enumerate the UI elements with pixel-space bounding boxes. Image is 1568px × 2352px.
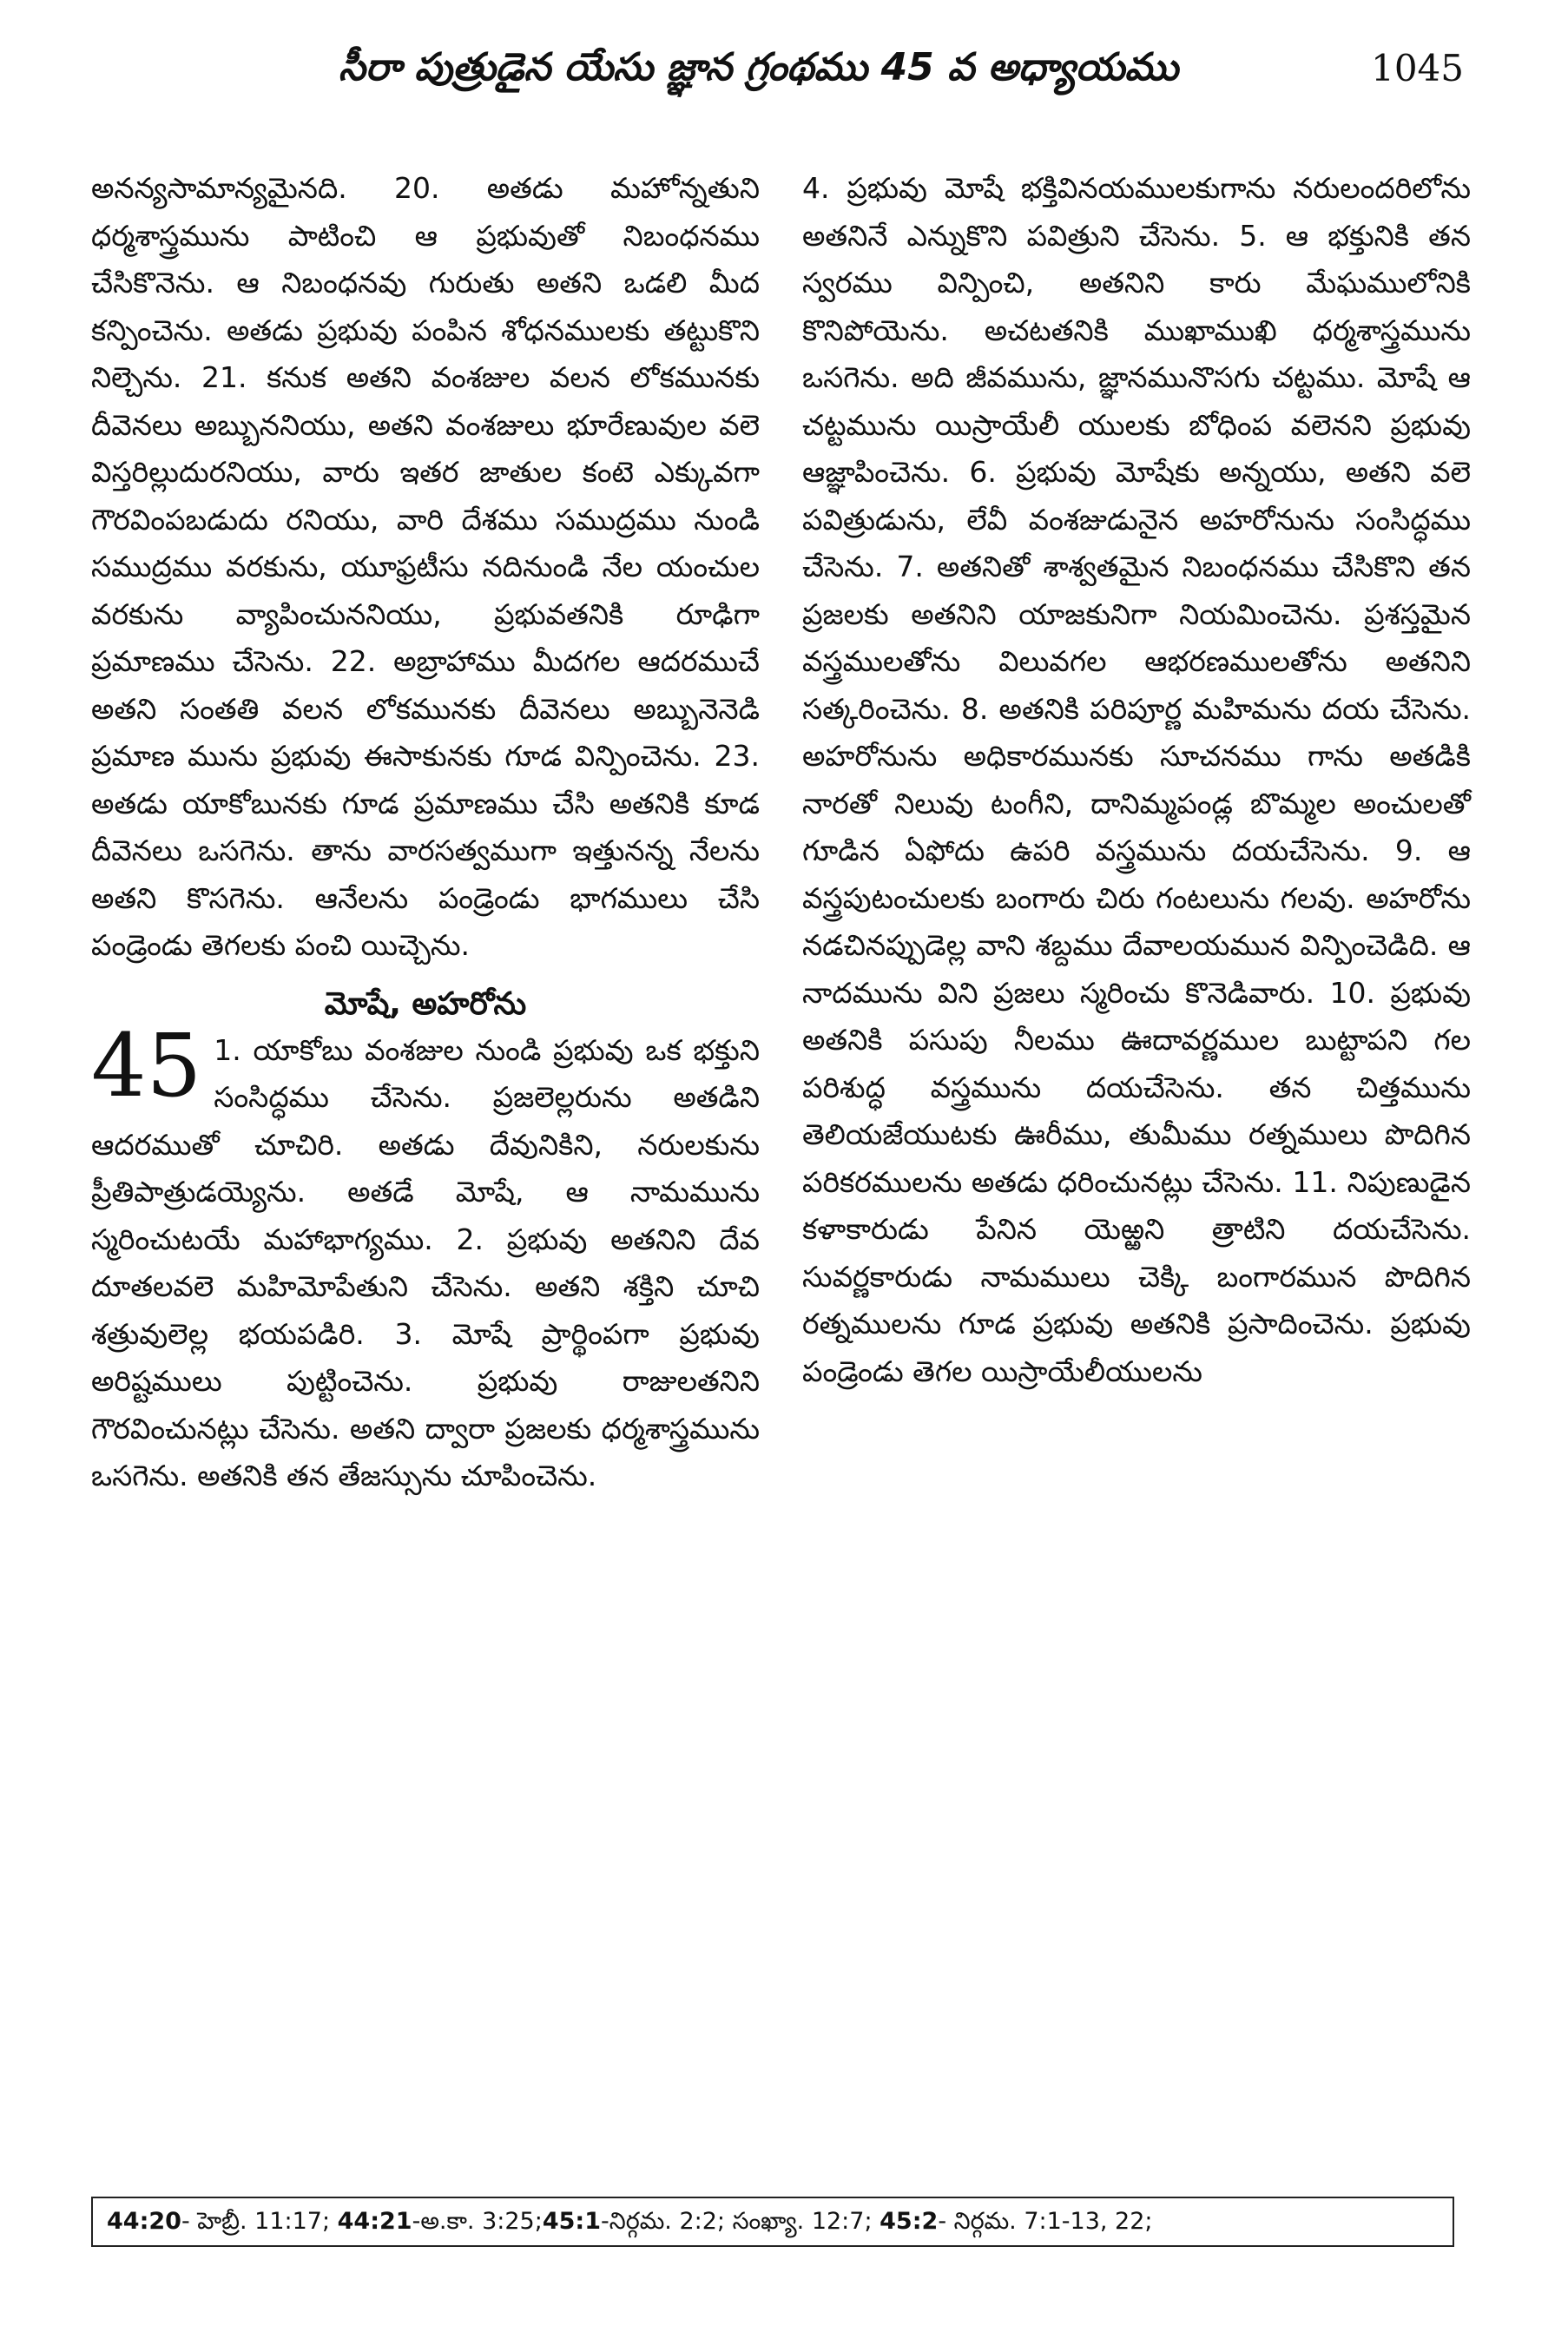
left-column xyxy=(91,165,760,1500)
footnote-ref: 45:2 xyxy=(880,2208,939,2235)
paragraph: 4. ప్రభువు మోషే భక్తివినయములకుగాను నరులందరిలోను అతనినే ఎన్నుకొని పవిత్రుని చేసెను. 5. ఆ భక్తునికి తన స్వరము విన్పించి, అతనిని కారు మేఘములోనికి కొనిపోయెను. అచటతనికి ముఖాముఖి ధర్మశాస్త్రమును ఒసగెను. అది జీవమును, జ్ఞానమునొసగు చట్టము. మోషే ఆ చట్టమును యిస్రాయేలీ యులకు బోధింప వలెనని ప్రభువు ఆజ్ఞాపించెను. 6. ప్రభువు మోషేకు అన్నయు, అతని వలె పవిత్రుడును, లేవీ వంశజుడునైన అహరోనును సంసిద్ధము చేసెను. 7. అతనితో శాశ్వతమైన నిబంధనము చేసికొని తన ప్రజలకు అతనిని యాజకునిగా నియమించెను. ప్రశస్తమైన వస్త్రములతోను విలువగల ఆభరణములతోను అతనిని సత్కరించెను. 8. అతనికి పరిపూర్ణ మహిమను దయ చేసెను. అహరోనును అధికారమునకు సూచనము గాను అతడికి నారతో నిలువు టంగీని, దానిమ్మపండ్ల బొమ్మల అంచులతో గూడిన ఏఫోదు ఉపరి వస్త్రమును దయచేసెను. 9. ఆ వస్త్రపుటంచులకు బంగారు చిరు గంటలును గలవు. అహరోను నడచినప్పుడెల్ల వాని శబ్దము దేవాలయమున విన్పించెడిది. ఆ నాదమును విని ప్రజలు స్మరించు కొనెడివారు. 10. ప్రభువు అతనికి పసుపు నీలము ఊదావర్ణముల బుట్టాపని గల పరిశుద్ధ వస్త్రమును దయచేసెను. తన చిత్తమును తెలియజేయుటకు ఊరీము, తుమీము రత్నములు పొదిగిన పరికరములను అతడు ధరించునట్లు చేసెను. 11. నిపుణుడైన కళాకారుడు పేనిన యెఱ్ఱని త్రాటిని దయచేసెను. సువర్ణకారుడు నామములు చెక్కి బంగారమున పొదిగిన రత్నములను గూడ ప్రభువు అతనికి ప్రసాదించెను. ప్రభువు పండ్రెండు తెగల యిస్రాయేలీయులను xyxy=(802,171,1471,1388)
running-title: సీరా పుత్రుడైన యేసు జ్ఞాన గ్రంథము 45 వ అధ్యాయము xyxy=(339,45,1179,89)
section-heading: మోషే, అహరోను xyxy=(324,985,527,1022)
footnote-text: -నిర్గమ. 2:2; సంఖ్యా. 12:7; xyxy=(601,2208,880,2235)
footnote-ref: 44:20 xyxy=(107,2208,181,2235)
footnote-text: - హెబ్రీ. 11:17; xyxy=(181,2208,338,2235)
paragraph: అనన్యసామాన్యమైనది. 20. అతడు మహోన్నతుని ధర్మశాస్త్రమును పాటించి ఆ ప్రభువుతో నిబంధనము చేసికొనెను. ఆ నిబంధనవు గురుతు అతని ఒడలి మీద కన్పించెను. అతడు ప్రభువు పంపిన శోధనములకు తట్టుకొని నిల్చెను. 21. కనుక అతని వంశజుల వలన లోకమునకు దీవెనలు అబ్బుననియు, అతని వంశజులు భూరేణువుల వలె విస్తరిల్లుదురనియు, వారు ఇతర జాతుల కంటె ఎక్కువగా గౌరవింపబడుదు రనియు, వారి దేశము సముద్రము నుండి సముద్రము వరకును, యూఫ్రటీసు నదినుండి నేల యంచుల వరకును వ్యాపించుననియు, ప్రభువతనికి రూఢిగా ప్రమాణము చేసెను. 22. అబ్రాహాము మీదగల ఆదరముచే అతని సంతతి వలన లోకమునకు దీవెనలు అబ్బునెనెడి ప్రమాణ మును ప్రభువు ఈసాకునకు గూడ విన్పించెను. 23. అతడు యాకోబునకు గూడ ప్రమాణము చేసి అతనికి కూడ దీవెనలు ఒసగెను. తాను వారసత్వముగా ఇత్తునన్న నేలను అతని కొసగెను. ఆనేలను పండ్రెండు భాగములు చేసి పండ్రెండు తెగలకు పంచి యిచ్చెను. xyxy=(91,171,760,962)
chapter-start xyxy=(91,1014,760,1500)
page-number: 1045 xyxy=(1371,47,1464,89)
cross-reference-footnotes xyxy=(91,2197,1454,2247)
paragraph: 1. యాకోబు వంశజుల నుండి ప్రభువు ఒక భక్తుని సంసిద్ధము చేసెను. ప్రజలెల్లరును అతడిని ఆదరముతో చూచిరి. అతడు దేవునికిని, నరులకును ప్రీతిపాత్రుడయ్యెను. అతడే మోషే, ఆ నామమును స్మరించుటయే మహాభాగ్యము. 2. ప్రభువు అతనిని దేవ దూతలవలె మహిమోపేతుని చేసెను. అతని శక్తిని చూచి శత్రువులెల్ల భయపడిరి. 3. మోషే ప్రార్థింపగా ప్రభువు అరిష్టములు పుట్టించెను. ప్రభువు రాజులతనిని గౌరవించునట్లు చేసెను. అతని ద్వారా ప్రజలకు ధర్మశాస్త్రమును ఒసగెను. అతనికి తన తేజస్సును చూపించెను. xyxy=(91,1032,760,1492)
footnote-text: -అ.కా. 3:25; xyxy=(412,2208,543,2235)
footnote-ref: 44:21 xyxy=(337,2208,412,2235)
chapter-number: 45 xyxy=(91,1014,202,1117)
page-header xyxy=(87,42,1464,120)
footnote-ref: 45:1 xyxy=(542,2208,601,2235)
footnote-text: - నిర్గమ. 7:1-13, 22; xyxy=(938,2208,1153,2235)
right-column xyxy=(802,165,1471,1395)
